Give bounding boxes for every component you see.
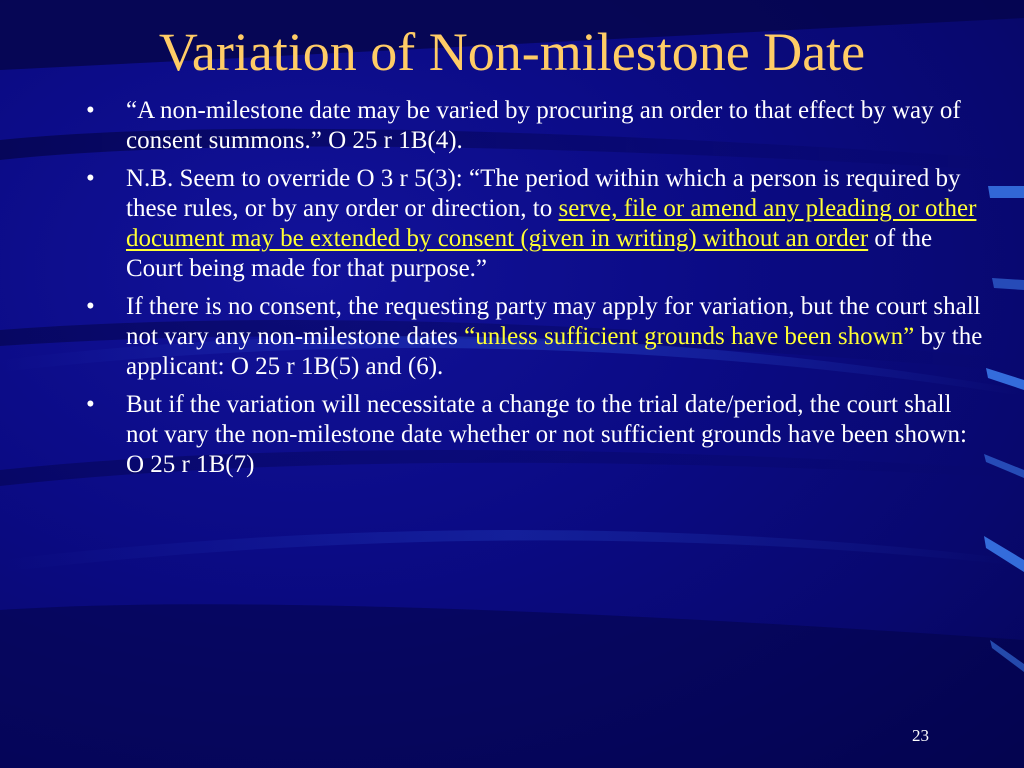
slide-title: Variation of Non-milestone Date <box>158 22 866 82</box>
bullet-item-3 <box>86 292 986 382</box>
bullet-item-1 <box>86 96 986 156</box>
bullet-text-after: of the Court being made for that purpose.” <box>126 225 933 282</box>
bullet-list <box>86 96 986 488</box>
page-number: 23 <box>912 726 929 745</box>
bullet-text-before: If there is no consent, the requesting party may apply for variation, but the court shall not vary any non-milestone dates <box>126 293 981 350</box>
bullet-text: “A non-milestone date may be varied by procuring an order to that effect by way of consent summons.” O 25 r 1B(4). <box>126 97 961 154</box>
bullet-item-4 <box>86 390 986 480</box>
bullet-icon: • <box>86 97 95 124</box>
bullet-icon: • <box>86 391 95 418</box>
bullet-text-after: by the applicant: O 25 r 1B(5) and (6). <box>126 323 983 380</box>
bullet-text-before: N.B. Seem to override O 3 r 5(3): “The period within which a person is required by these rules, or by any order or direction, to <box>126 165 961 222</box>
bullet-icon: • <box>86 293 95 320</box>
highlighted-quote: “unless sufficient grounds have been shown” <box>464 323 915 350</box>
bullet-icon: • <box>86 165 95 192</box>
bullet-item-2 <box>86 164 986 284</box>
highlighted-quote: serve, file or amend any pleading or other document may be extended by consent (given in writing) without an order <box>126 195 977 252</box>
bullet-text: But if the variation will necessitate a change to the trial date/period, the court shall not vary the non-milestone date whether or not sufficient grounds have been shown: O 25 r 1B(7) <box>126 391 967 478</box>
